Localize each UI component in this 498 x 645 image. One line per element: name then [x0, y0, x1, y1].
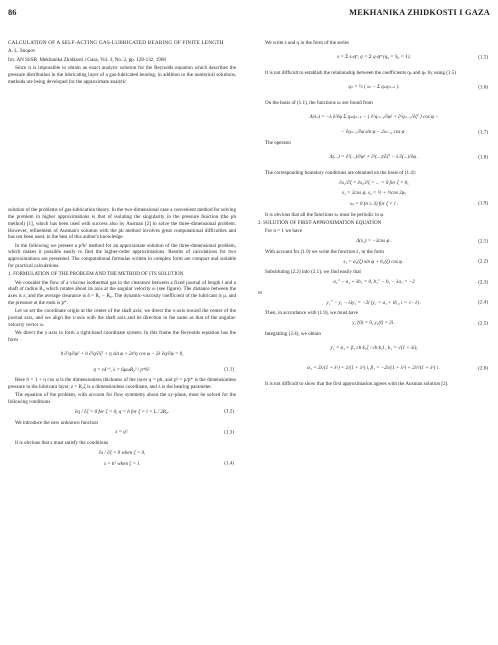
equation	[258, 80, 490, 96]
equation-number: (1.1)	[224, 366, 234, 373]
equation-text: h ∂²q/∂φ² + h ∂²q/∂ζ² + η sin φ + 2ε²η cos φ − 2λ ∂q/∂φ = 0,	[60, 351, 184, 358]
equation-text: s₁ = a₁(ζ) sin φ + b₁(ζ) cos φ .	[343, 258, 405, 265]
equation-number: (1.8)	[478, 154, 488, 161]
paragraph: In the following we present a p²h² method for an approximate solution of the three-dimensional problem, which makes it possible easily to find the higher-order approximations. Results of calculations for two approximations are presented. The computational formulas written in complex form are compact and suitable for practical calculations.	[8, 242, 236, 269]
right-column	[258, 40, 490, 389]
equation-text: ∂q / ∂ζ = 0 for ζ = 0, q = h for ζ = l = L / 2R₀.	[74, 408, 170, 415]
equation	[8, 429, 236, 436]
equation	[258, 180, 490, 187]
equation	[8, 409, 236, 416]
journal-title: MEKHANIKA ZHIDKOSTI I GAZA	[349, 8, 490, 17]
equation-text: Λ(sₙ) = −λ ∂/∂φ Σ qₖqₙ₋ₖ − ( ∂²qₙ₋₁/∂φ² + ∂²qₙ₋₁/∂ζ² ) cos φ −	[309, 113, 439, 120]
equation	[8, 461, 236, 468]
intro-paragraph: Since it is impossible to obtain an exact analytic solution for the Reynolds equation which describes the pressure distribution in the lubricating layer of a gas-lubricated bearing, in addition to the numerical solutions, methods are being developed for the approximate analytic	[8, 65, 236, 85]
paragraph: It is obvious that s must satisfy the conditions	[15, 440, 109, 447]
equation-number: (1.7)	[478, 129, 488, 136]
equation	[258, 361, 490, 377]
equation-number: (1.6)	[478, 84, 488, 91]
paragraph: We write s and q in the form of the series	[265, 40, 349, 46]
equation-text: Λ(s₁) = −2cos φ .	[356, 238, 392, 245]
paragraph: We consider the flow of a viscous isothermal gas in the clearance between a fixed journal of length l and a shaft of radius R₀ which rotates about its axis at the angular velocity ω (see figure). The distance between the axes is ε, and the average clearance is δ = R₁ − R₀. The dynamic-viscosity coefficient of the lubricant is μ, and the pressure at the ends is p*.	[8, 279, 236, 306]
equation-text: Λ(...) = ∂²(...)/∂φ² + ∂²(...)/∂ζ² − λ ∂(...)/∂φ .	[329, 154, 419, 161]
equation-text: − ∂qₙ₋₁/∂φ sin φ − 2sₙ₋₂ cos φ .	[340, 129, 408, 136]
equation-text: qₙ = ½ ( sₙ − Σ qₖqₙ₋ₖ ).	[348, 84, 400, 91]
equation-text: y₁″ − y₁ − λiy₁ = −2i (y₁ = a₁ + ib₁, i = √−1) .	[326, 299, 422, 306]
paragraph: Substituting (2.2) into (2.1), we find easily that	[265, 269, 361, 276]
equation-text: s₁ = 2cos φ, s₂ = ½ + ½cos 2φ,	[342, 190, 406, 197]
section-heading: 2. SOLUTION OF FIRST-APPROXIMATION EQUATION	[258, 220, 382, 227]
equation-text: ∂s₁/∂ζ = ∂s₂/∂ζ = ... = 0 for ζ = 0,	[339, 179, 409, 186]
equation-number: (1.4)	[224, 460, 234, 467]
equation	[258, 50, 490, 66]
equation-number: (2.6)	[478, 365, 488, 372]
equation-text: s = Σ sₙηⁿ, q = Σ qₙηⁿ (q₀ = S₀ = 1).	[337, 54, 411, 61]
equation	[258, 238, 490, 245]
paragraph: The equation of the problem, with account for flow symmetry about the xy-plane, must be solved for the following conditions	[8, 392, 236, 406]
paragraph: The corresponding boundary conditions are obtained on the basis of (1.4):	[265, 169, 416, 176]
equation	[258, 109, 490, 125]
equation	[258, 300, 490, 307]
equation-text: sₙ = 0 (n ≥ 3) for ζ = l .	[349, 201, 399, 207]
equation-number: (2.1)	[478, 238, 488, 245]
paragraph: It is not difficult to show that the first approximation agrees with the Ausman solution [2].	[265, 380, 449, 387]
equation-number: (2.2)	[478, 258, 488, 265]
equation-text: η = εδ⁻¹, λ = 6μωR₀² / p*δ².	[93, 366, 151, 373]
equation	[258, 201, 490, 208]
equation-text: y₁′(0) = 0, y₁(l) = 2i .	[352, 320, 396, 327]
left-column	[8, 40, 236, 471]
page-number: 86	[8, 8, 17, 17]
equation	[258, 259, 490, 266]
equation-text: ∂s / ∂ζ = 0 when ζ = 0,	[98, 449, 146, 456]
equation-number: (1.5)	[478, 54, 488, 61]
paragraph: It is obvious that all the functions sₙ must be periodic in φ.	[265, 211, 385, 218]
equation	[8, 347, 236, 363]
equation-number: (2.5)	[478, 320, 488, 327]
author: A. L. Snopov	[8, 48, 36, 55]
running-header	[8, 8, 490, 22]
equation-number: (1.9)	[478, 201, 488, 207]
paragraph: It is not difficult to establish the relationship between the coefficients qₙ and qₙ by using (1.5)	[265, 69, 457, 76]
equation	[258, 190, 490, 197]
paragraph: solution of the problems of gas-lubrication theory. In the two-dimensional case a convenient method for solving the problem in higher approximations is that of isolating the singularity in the pressure function (the ph method) [1], which has been used with success also by Ausman [2] to solve the three-dimensional problem. However, refinement of Ausman's solution with the ph method involves great computational difficulties and has not been used, to the best of this author's knowledge.	[8, 207, 236, 241]
paragraph: With account for (1.9) we write the function s₁ in the form	[265, 248, 384, 255]
paragraph: We direct the y-axis to form a right-hand coordinate system. In this frame the Reynolds equation has the form	[8, 330, 236, 343]
article-title: CALCULATION OF A SELF-ACTING GAS-LUBRICATED BEARING OF FINITE LENGTH	[8, 40, 224, 46]
section-heading: 1. FORMULATION OF THE PROBLEM AND THE METHOD OF ITS SOLUTION	[8, 271, 184, 278]
equation-text: α₁ = 2λ/(1 + λ²) + 2/(1 + λ²) i, β₁ = −2λ/(1 + λ²) + 2λ²/(1 + λ²) i .	[307, 365, 441, 372]
citation: Izv. AN SSSR. Mekhanika Zhidkosti i Gaza, Vol. 3, No. 2, pp. 128-132, 1968	[8, 56, 166, 63]
equation	[8, 367, 236, 374]
equation-number: (1.2)	[224, 408, 234, 415]
equation-text: s = q².	[115, 429, 129, 436]
paragraph: For n = 1 we have	[265, 228, 302, 235]
paragraph: We introduce the new unknown function	[15, 419, 98, 426]
paragraph: Then, in accordance with (1.9), we must have	[265, 310, 359, 317]
equation	[258, 320, 490, 327]
equation	[258, 279, 490, 286]
paragraph: Let us set the coordinate origin at the center of the shaft axis; we direct the x-axis toward the center of the journal axis, and we align the z-axis with the shaft axis and its direction in the same as that of the angular-velocity vector ω.	[8, 308, 236, 328]
equation-number: (2.4)	[478, 299, 488, 306]
paragraph: or	[258, 289, 263, 296]
paragraph: Integrating (2.4), we obtain	[265, 330, 321, 337]
equation-text: s = h² when ζ = l.	[103, 460, 141, 467]
equation	[8, 450, 236, 457]
equation	[258, 341, 490, 357]
equation-number: (2.3)	[478, 279, 488, 286]
paragraph: Here h = 1 + η cos φ is the dimensionless thickness of the layer q = ph, and p² = p/p* is the dimensionless pressure in the lubricant layer, z = R₀ζ is a dimensionless coordinate, and λ is the bearing parameter.	[8, 377, 236, 390]
equation	[258, 150, 490, 166]
bearing-figure	[8, 89, 236, 201]
equation-text: a₁″ − a₁ + λb₁ = 0, b₁″ − b₁ − λa₁ = −2	[333, 279, 415, 286]
equation-number: (1.3)	[224, 429, 234, 436]
paragraph: The operator	[265, 140, 292, 146]
paragraph: On the basis of (1.1), the functions sₙ are found from	[265, 99, 373, 106]
equation-text: y₁ = α₁ + β₁ ch k₁ζ / ch k₁l , k₁ = √(1 + λi),	[330, 345, 418, 352]
equation	[258, 129, 490, 136]
